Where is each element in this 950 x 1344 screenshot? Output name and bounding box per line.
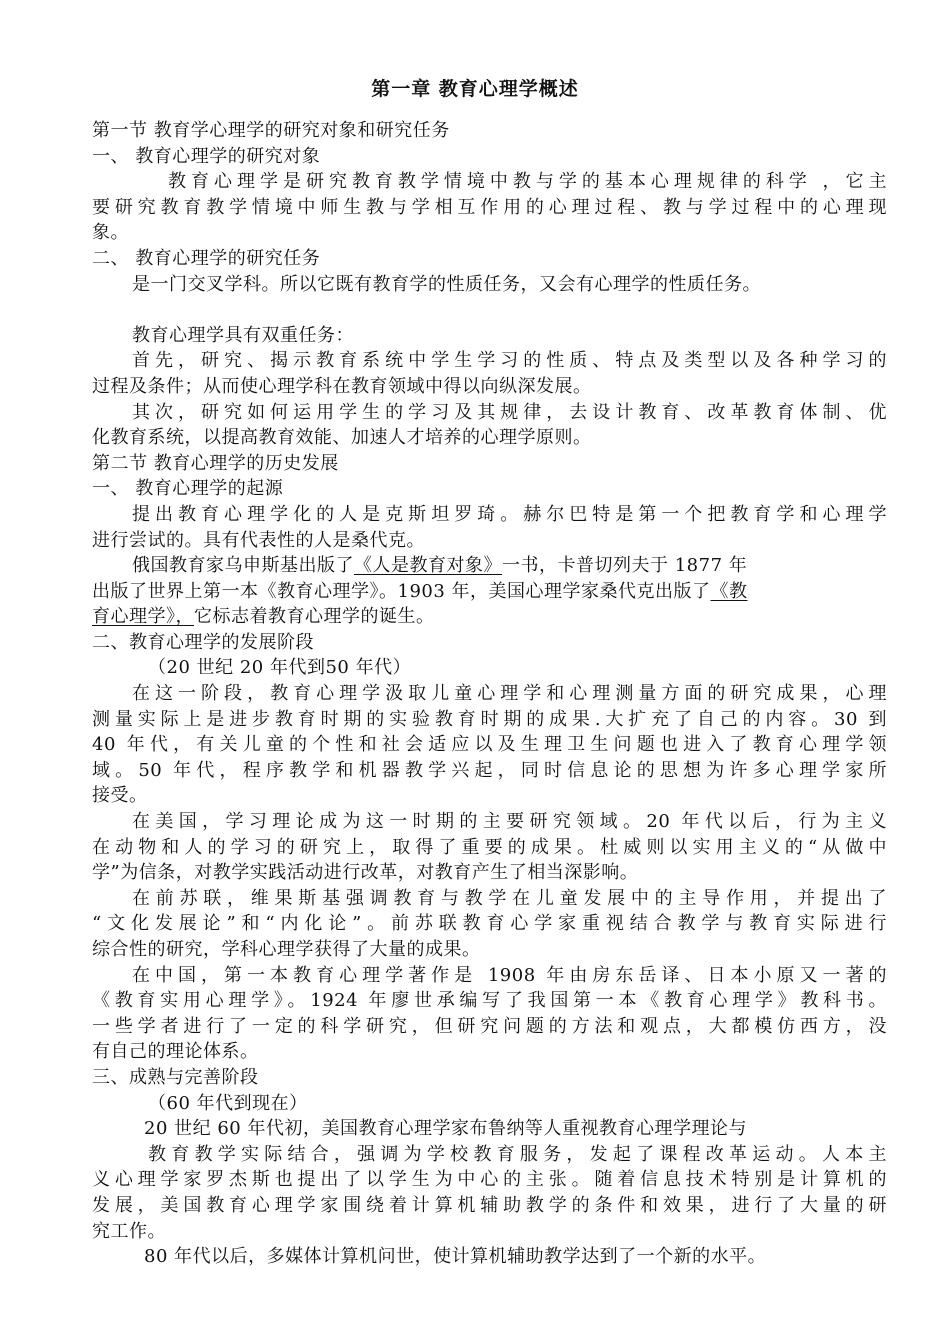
paragraph-line: 要研究教育教学情境中师生教与学相互作用的心理过程、教与学过程中的心理现	[92, 196, 887, 218]
paragraph-line: 究工作。	[92, 1220, 166, 1242]
underlined-book-title: 育心理学》，	[92, 606, 194, 628]
underlined-book-title: 《人是教育对象》	[354, 555, 502, 577]
paragraph-line: 《教育实用心理学》。1924 年廖世承编写了我国第一本《教育心理学》教科书。	[92, 990, 887, 1012]
paragraph-line: 教育心理学具有双重任务：	[132, 324, 354, 346]
paragraph-line: 化教育系统，以提高教育效能、加速人才培养的心理学原则。	[92, 427, 592, 449]
paragraph-line: 在动物和人的学习的研究上，取得了重要的成果。杜威则以实用主义的“从做中	[92, 836, 887, 858]
paragraph-line: 一些学者进行了一定的科学研究，但研究问题的方法和观点，大都模仿西方，没	[92, 1015, 887, 1037]
paragraph-line: 其次，研究如何运用学生的学习及其规律，去设计教育、改革教育体制、优	[132, 401, 887, 423]
paragraph-line: 接受。	[92, 785, 148, 807]
subsection-heading: 二、 教育心理学的研究任务	[92, 247, 321, 269]
paragraph-line: 20 世纪 60 年代初，美国教育心理学家布鲁纳等人重视教育心理学理论与	[144, 1118, 747, 1140]
subsection-heading: 三、成熟与完善阶段	[92, 1066, 259, 1088]
paragraph-line: 域。50 年代，程序教学和机器教学兴起，同时信息论的思想为许多心理学家所	[92, 759, 887, 781]
paragraph-line: 80 年代以后，多媒体计算机问世，使计算机辅助教学达到了一个新的水平。	[144, 1246, 767, 1268]
paragraph-line: 在中国，第一本教育心理学著作是 1908 年由房东岳译、日本小原又一著的	[132, 964, 887, 986]
paragraph-line: 学”为信条，对教学实践活动进行改革，对教育产生了相当深影响。	[92, 862, 639, 884]
paragraph-line: 40 年代，有关儿童的个性和社会适应以及生理卫生问题也进入了教育心理学领	[92, 734, 887, 756]
paragraph-line	[92, 604, 887, 630]
paragraph-line: 进行尝试的。具有代表性的人是桑代克。	[92, 529, 425, 551]
paragraph-line: 综合性的研究，学科心理学获得了大量的成果。	[92, 939, 481, 960]
paragraph-line: 有自己的理论体系。	[92, 1041, 259, 1063]
paragraph-line: 提出教育心理学化的人是克斯坦罗琦。赫尔巴特是第一个把教育学和心理学	[132, 503, 887, 525]
paragraph-line: 过程及条件；从而使心理学科在教育领域中得以向纵深发展。	[92, 375, 592, 397]
subsection-heading: 二、教育心理学的发展阶段	[92, 631, 314, 653]
paragraph-line: 首先，研究、揭示教育系统中学生学习的性质、特点及类型以及各种学习的	[132, 350, 887, 372]
paragraph-line: 在前苏联，维果斯基强调教育与教学在儿童发展中的主导作用，并提出了	[132, 887, 887, 909]
paragraph-line: 在美国，学习理论成为这一时期的主要研究领域。20 年代以后，行为主义	[132, 811, 887, 833]
blank-line	[92, 297, 887, 323]
document-body	[92, 118, 887, 1270]
subsection-heading: 一、 教育心理学的起源	[92, 478, 284, 500]
paragraph-line: 教育教学实际结合，强调为学校教育服务，发起了课程改革运动。人本主	[148, 1143, 887, 1165]
paragraph-line: 义心理学家罗杰斯也提出了以学生为中心的主张。随着信息技术特别是计算机的	[92, 1169, 887, 1191]
paragraph-line	[92, 579, 887, 605]
paragraph-line: 测量实际上是进步教育时期的实验教育时期的成果.大扩充了自己的内容。30 到	[92, 708, 887, 730]
subsection-heading: 一、 教育心理学的研究对象	[92, 145, 321, 167]
underlined-book-title: 《教	[710, 580, 748, 602]
paragraph-line: 教育心理学是研究教育教学情境中教与学的基本心理规律的科学 ，它主	[168, 171, 887, 193]
text-run: 它标志着教育心理学的诞生。	[194, 606, 435, 628]
period-note: （20 世纪 20 年代到50 年代）	[148, 657, 412, 679]
text-run: 出版了世界上第一本《教育心理学》。1903 年，美国心理学家桑代克出版了	[92, 580, 711, 602]
period-note: （60 年代到现在）	[148, 1092, 308, 1114]
text-run: 一书，卡普切列夫于 1877 年	[502, 555, 748, 577]
section-heading: 第二节 教育心理学的历史发展	[92, 452, 339, 474]
chapter-title: 第一章 教育心理学概述	[371, 78, 579, 100]
paragraph-line	[92, 553, 887, 579]
paragraph-line: 发展，美国教育心理学家围绕着计算机辅助教学的条件和效果，进行了大量的研	[92, 1194, 887, 1216]
paragraph-line: 是一门交叉学科。所以它既有教育学的性质任务，又会有心理学的性质任务。	[132, 273, 761, 295]
paragraph-line: “文化发展论”和“内化论”。前苏联教育心学家重视结合教学与教育实际进行	[92, 913, 887, 935]
paragraph-line: 在这一阶段，教育心理学汲取儿童心理学和心理测量方面的研究成果，心理	[132, 683, 887, 705]
text-run: 俄国教育家乌申斯基出版了	[132, 555, 354, 577]
paragraph-line: 象。	[92, 222, 129, 244]
section-heading: 第一节 教育学心理学的研究对象和研究任务	[92, 120, 450, 141]
